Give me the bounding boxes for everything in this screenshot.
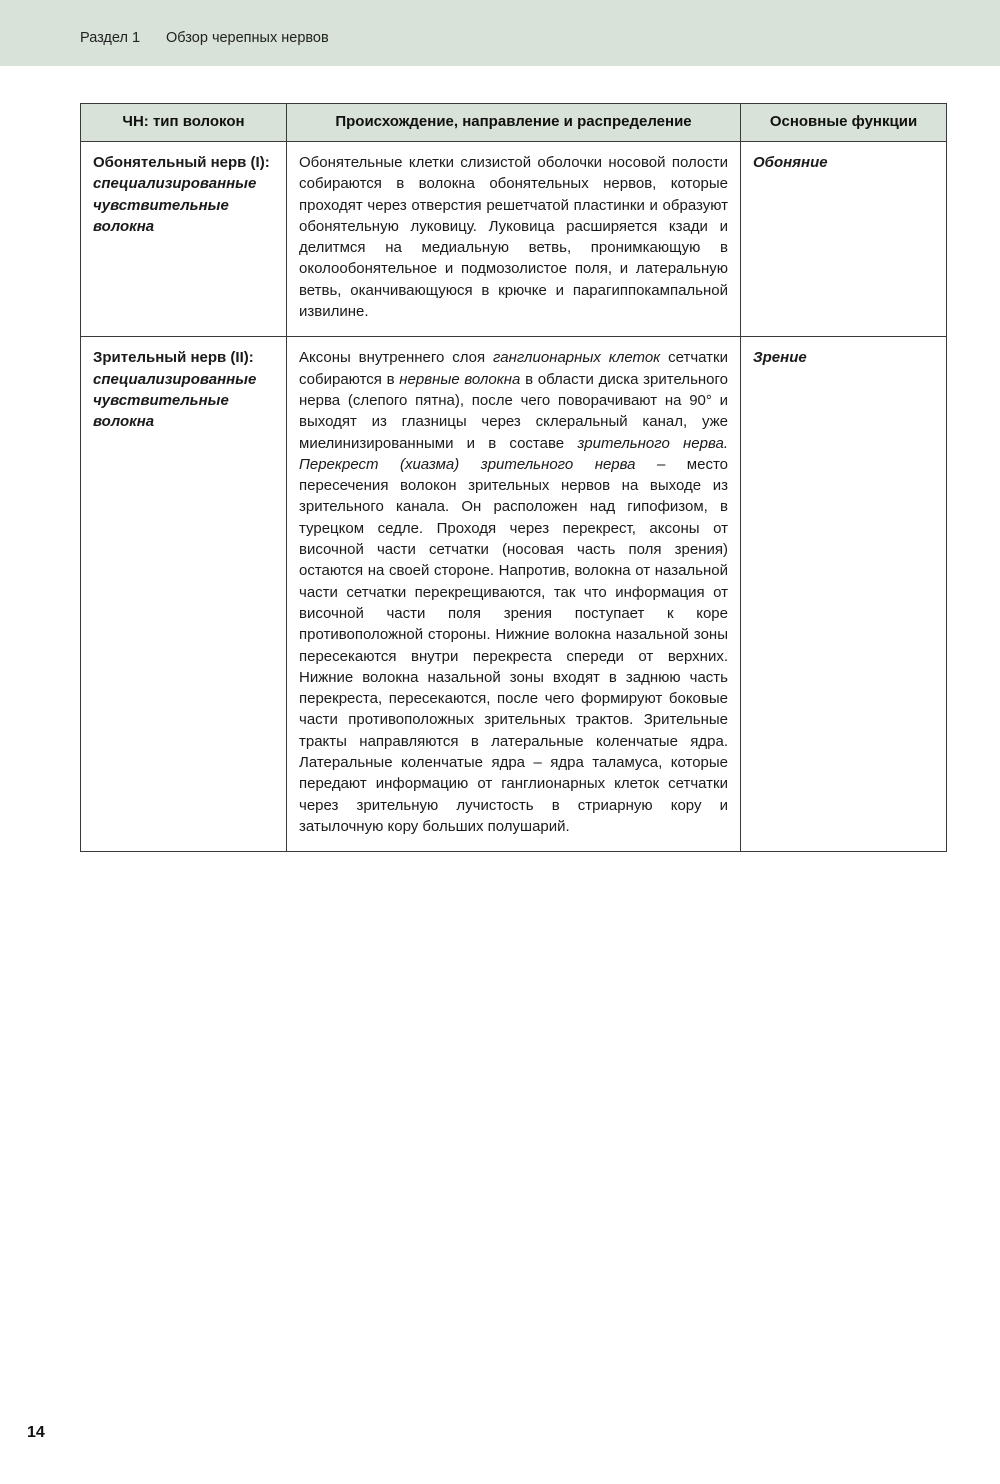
fiber-type-optic: специализированные чувствительные волокна [93, 370, 257, 431]
cell-origin-optic [287, 337, 741, 852]
table-body [81, 142, 947, 852]
emphasis-text: нервные волокна [399, 370, 521, 388]
page-number: 14 [27, 1424, 45, 1441]
body-text: в области диска зрительного нерва (слепого пятна), после чего поворачивают на 90° и выходят из глазницы через склеральный канал, уже миелинизированными и в составе [299, 370, 728, 452]
fiber-type-olfactory: специализированные чувствительные волокна [93, 175, 257, 235]
cell-function-optic: Зрение [741, 337, 947, 852]
table-row [81, 142, 947, 337]
cranial-nerve-table [80, 103, 947, 852]
section-label: Раздел 1 [80, 30, 141, 46]
cell-nerve-type [81, 142, 287, 337]
cell-origin-olfactory: Обонятельные клетки слизистой оболочки носовой полости собираются в волокна обонятельных нервов, которые проходят через отверстия решетчатой пластинки и образуют обонятельную луковицу. Луковица расширяется кзади и делитмся на медиальную ветвь, пронимкающую в околообонятельное и подмозолистое поля, и латеральную ветвь, оканчивающуюся в крючке и парагиппокампальной извилине. [287, 142, 741, 337]
nerve-name-olfactory: Обонятельный нерв (I): [93, 154, 270, 171]
table-head [81, 104, 947, 142]
body-text: – место пересечения волокон зрительных нервов на выходе из зрительного канала. Он расположен над гипофизом, в турецком седле. Проходя через перекрест, аксоны от височной части сетчатки (носовая часть поля зрения) остаются на своей стороне. Напротив, волокна от назальной части сетчатки перекрещиваются, так что информация от височной части поля зрения поступает к коре противоположной стороны. Нижние волокна назальной зоны пересекаются внутри перекреста спереди от верхних. Нижние волокна назальной зоны входят в заднюю часть перекреста, пересекаются, после чего формируют боковые части противоположных зрительных трактов. Зрительные тракты направляются в латеральные коленчатые ядра. Латеральные коленчатые ядра – ядра таламуса, которые передают информацию от ганглионарных клеток сетчатки через зрительную лучистость в стриарную кору и затылочную кору больших полушарий. [299, 455, 728, 835]
column-header-fiber-type: ЧН: тип волокон [81, 104, 287, 142]
body-text: сетчатки собираются в [299, 349, 728, 388]
column-header-functions: Основные функции [741, 104, 947, 142]
body-text: Аксоны внутреннего слоя [299, 349, 493, 367]
section-title: Обзор черепных нервов [166, 30, 329, 46]
cell-nerve-type [81, 337, 287, 852]
running-header-text [80, 30, 329, 46]
table-row [81, 337, 947, 852]
table-header-row [81, 104, 947, 142]
emphasis-text: ганглионарных клеток [493, 349, 661, 367]
emphasis-text: зрительного нерва. Перекрест (хиазма) зрительного нерва [299, 434, 728, 473]
column-header-origin: Происхождение, направление и распределение [287, 104, 741, 142]
page-running-header [0, 0, 1000, 66]
cranial-nerve-table-container [80, 103, 946, 852]
cell-function-olfactory: Обоняние [741, 142, 947, 337]
nerve-name-optic: Зрительный нерв (II): [93, 349, 254, 367]
